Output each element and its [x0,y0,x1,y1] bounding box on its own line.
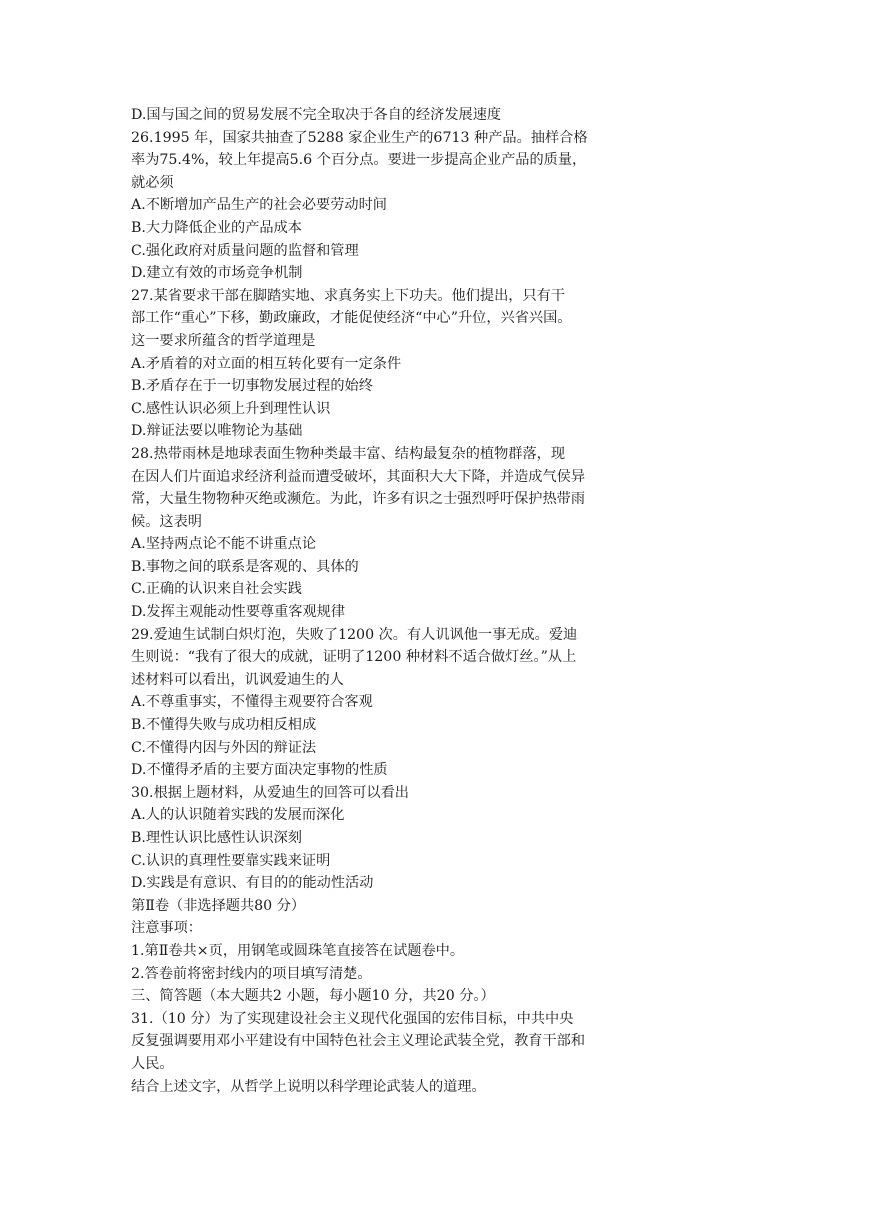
text-line: D.国与国之间的贸易发展不完全取决于各自的经济发展速度 [131,107,502,123]
text-line: A.人的认识随着实践的发展而深化 [131,807,345,824]
text-line: 反复强调要用邓小平建设有中国特色社会主义理论武装全党，教育干部和 [131,1033,586,1050]
text-line: D.发挥主观能动性要尊重客观规律 [131,604,346,621]
text-line: D.建立有效的市场竞争机制 [131,265,303,282]
text-line: 常，大量生物物种灭绝或濒危。为此，许多有识之士强烈呼吁保护热带雨 [131,491,586,508]
text-line: 候。这表明 [131,513,202,530]
text-line: 三、简答题（本大题共2 小题，每小题10 分，共20 分。） [131,988,495,1005]
text-line: B.理性认识比感性认识深刻 [131,830,302,846]
text-line: A.不断增加产品生产的社会必要劳动时间 [131,197,387,214]
text-line: D.不懂得矛盾的主要方面决定事物的性质 [131,762,388,779]
text-line: C.不懂得内因与外因的辩证法 [131,739,317,756]
text-line: 这一要求所蕴含的哲学道理是 [131,332,316,349]
text-line: 26.1995 年，国家共抽查了5288 家企业生产的6713 种产品。抽样合格 [131,129,588,146]
text-line: C.感性认识必须上升到理性认识 [131,400,331,417]
text-line: D.实践是有意识、有目的的能动性活动 [131,875,374,892]
text-line: C.认识的真理性要靠实践来证明 [131,852,331,869]
text-line: B.矛盾存在于一切事物发展过程的始终 [131,378,373,395]
text-line: 生则说：“我有了很大的成就，证明了1200 种材料不适合做灯丝。”从上 [131,649,577,666]
text-line: 27.某省要求干部在脚踏实地、求真务实上下功夫。他们提出，只有干 [131,287,566,304]
text-line: A.矛盾着的对立面的相互转化要有一定条件 [131,355,402,372]
text-line: 31.（10 分）为了实现建设社会主义现代化强国的宏伟目标，中共中央 [131,1010,574,1027]
text-line: A.坚持两点论不能不讲重点论 [131,536,317,553]
text-line: 人民。 [131,1055,174,1072]
text-line: 2.答卷前将密封线内的项目填写清楚。 [131,965,372,982]
text-line: C.强化政府对质量问题的监督和管理 [131,242,359,259]
text-line: D.辩证法要以唯物论为基础 [131,423,303,440]
text-line: 29.爱迪生试制白炽灯泡，失败了1200 次。有人讥讽他一事无成。爱迪 [131,626,578,643]
text-line: 第Ⅱ卷（非选择题共80 分） [131,897,306,914]
text-line: 注意事项： [131,920,202,937]
text-line: A.不尊重事实，不懂得主观要符合客观 [131,694,373,711]
text-line: 在因人们片面追求经济利益而遭受破坏，其面积大大下降，并造成气侯异 [131,468,586,485]
text-line: 30.根据上题材料，从爱迪生的回答可以看出 [131,784,409,801]
text-line: B.不懂得失败与成功相反相成 [131,717,317,734]
text-line: 就必须 [131,174,174,191]
text-line: C.正确的认识来自社会实践 [131,581,302,598]
text-line: B.事物之间的联系是客观的、具体的 [131,558,359,575]
text-line: 部工作“重心”下移，勤政廉政，才能促使经济“中心”升位，兴省兴国。 [131,310,572,327]
text-line: 结合上述文字，从哲学上说明以科学理论武装人的道理。 [131,1078,486,1095]
text-line: 述材料可以看出，讥讽爱迪生的人 [131,671,344,688]
text-line: 28.热带雨林是地球表面生物种类最丰富、结构最复杂的植物群落，现 [131,445,566,462]
text-line: 率为75.4%，较上年提高5.6 个百分点。要进一步提高企业产品的质量， [131,152,587,169]
text-line: B.大力降低企业的产品成本 [131,219,302,236]
document-page [131,104,651,1098]
text-line: 1.第Ⅱ卷共×页，用钢笔或圆珠笔直接答在试题卷中。 [131,942,465,959]
